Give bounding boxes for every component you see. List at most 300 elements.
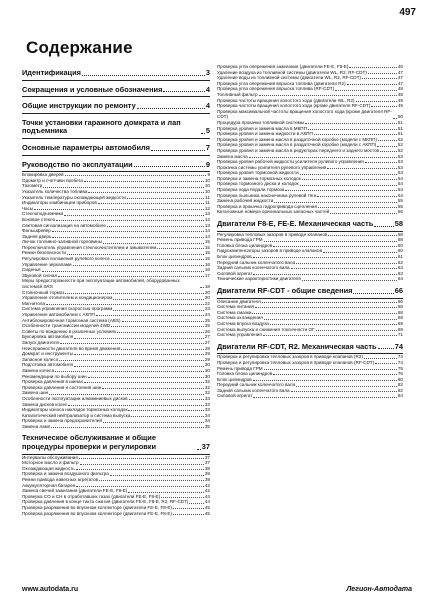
toc-section-page: 58 xyxy=(394,219,403,229)
toc-entry-page: 52 xyxy=(397,142,403,148)
toc-section-page: 7 xyxy=(205,142,210,152)
dot-leader xyxy=(129,399,204,400)
toc-entry-title: Описание двигателя xyxy=(217,298,261,304)
toc-entry-page: 44 xyxy=(204,499,210,505)
toc-entry-page: 69 xyxy=(397,326,403,332)
dot-leader xyxy=(88,192,204,193)
toc-entry-page: 28 xyxy=(204,345,210,351)
toc-entry-title: Тахометр xyxy=(22,183,43,189)
toc-entry-title: Лючок топливно-заливной горловины xyxy=(22,239,102,245)
toc-section xyxy=(217,287,403,296)
toc-entry-page: 69 xyxy=(397,320,403,326)
section-rule xyxy=(22,155,210,156)
toc-section-title: Техническое обслуживание и общие процедуры проверки и регулировки xyxy=(22,433,157,452)
dot-leader xyxy=(365,162,397,163)
toc-entry-page: 14 xyxy=(204,233,210,239)
toc-entry-page: 37 xyxy=(204,460,210,466)
toc-entry-title: Переключатель управления стеклоочистителем и омывателем xyxy=(22,244,157,250)
toc-entry-page: 53 xyxy=(397,170,403,176)
dot-leader xyxy=(58,276,204,277)
toc-entry-page: 17 xyxy=(204,272,210,278)
toc-entry-title: Ремень привода ГРМ xyxy=(217,237,263,243)
dot-leader xyxy=(82,75,205,76)
toc-entry-page: 25 xyxy=(204,317,210,323)
toc-entry-title: Ремни безопасности xyxy=(22,250,66,256)
toc-section xyxy=(22,102,210,111)
toc-section xyxy=(22,86,210,95)
dot-leader xyxy=(378,348,394,349)
dot-leader xyxy=(99,480,204,481)
dot-leader xyxy=(249,157,397,158)
toc-entry xyxy=(217,393,403,399)
toc-entry-page: 12 xyxy=(204,205,210,211)
toc-section-title: Общие инструкции по ремонту xyxy=(22,101,136,111)
toc-entry-page: 51 xyxy=(397,131,403,137)
toc-entry-page: 51 xyxy=(397,119,403,125)
dot-leader xyxy=(375,363,397,364)
toc-entry-page: 54 xyxy=(397,181,403,187)
toc-right-column xyxy=(217,64,403,399)
toc-entry-title: Проверка частоты вращения холостого хода (двигатели WL, R2) xyxy=(217,97,355,103)
toc-entry-page: 71 xyxy=(397,332,403,338)
toc-entry-page: 20 xyxy=(204,295,210,301)
toc-entry-title: Ремень привода ГРМ xyxy=(217,365,263,371)
toc-entry-title: Проверка уровня тормозной жидкости xyxy=(217,170,299,176)
dot-leader xyxy=(103,243,204,244)
toc-entry-title: Прокачка системы усилителя рулевого управления xyxy=(217,164,327,170)
toc-entry-title: Система питания xyxy=(217,304,255,310)
dot-leader xyxy=(84,181,204,182)
dot-leader xyxy=(330,213,397,214)
dot-leader xyxy=(323,252,397,253)
dot-leader xyxy=(308,129,397,130)
dot-leader xyxy=(273,246,397,247)
dot-leader xyxy=(328,235,397,236)
toc-entry-page: 15 xyxy=(204,239,210,245)
toc-entry xyxy=(217,209,403,215)
dot-leader xyxy=(264,369,397,370)
dot-leader xyxy=(103,422,204,423)
toc-section xyxy=(22,434,210,451)
dot-leader xyxy=(368,73,397,74)
toc-entry-page: 74 xyxy=(397,359,403,365)
toc-entry-page: 15 xyxy=(204,244,210,250)
toc-entry-title: Моторное масло и фильтр xyxy=(22,460,79,466)
toc-entry-page: 37 xyxy=(204,454,210,460)
toc-entry-title: Часы xyxy=(22,205,34,211)
toc-entry-page: 39 xyxy=(204,471,210,477)
toc-entry-page: 55 xyxy=(397,203,403,209)
toc-entry-title: Интервалы обслуживания xyxy=(22,454,78,460)
toc-entry-title: Проверка хода педали тормоза xyxy=(217,187,285,193)
toc-entry-title: Управление зеркалами xyxy=(22,261,72,267)
toc-entry-title: Задний сальник коленчатого вала xyxy=(217,387,290,393)
dot-leader xyxy=(157,248,204,249)
toc-entry-title: Передний сальник коленчатого вала xyxy=(217,382,296,388)
toc-entry-title: Система управления скоростью программ xyxy=(22,306,113,312)
toc-section-title: Идентификация xyxy=(22,68,81,77)
toc-entry-title: Неисправности двигателя во время движения xyxy=(22,345,121,351)
toc-entry-title: Задний сальник коленчатого вала xyxy=(217,265,290,271)
toc-entry-title: Замена ламп xyxy=(22,423,51,429)
dot-leader xyxy=(122,321,204,322)
dot-leader xyxy=(74,338,204,339)
toc-entry-title: Проверка CO и CH в отработавших газах (двигатели FE-E, F8-E) xyxy=(22,493,161,499)
toc-entry-page: 54 xyxy=(397,187,403,193)
toc-entry-title: Удаление воды из топливной системы (двигатели WL, R2, RF-CDT) xyxy=(217,75,361,81)
toc-entry-title: Проверка угла опережения впрыска топлива (двигатели R2) xyxy=(217,80,346,86)
toc-entry-page: 80 xyxy=(397,376,403,382)
dot-leader xyxy=(121,349,204,350)
toc-entry-page: 52 xyxy=(397,147,403,153)
toc-entry xyxy=(22,278,210,289)
dot-leader xyxy=(259,95,397,96)
toc-entry-title: Индикаторы комбинации приборов xyxy=(22,200,97,206)
toc-entry-page: 48 xyxy=(397,86,403,92)
toc-entry-title: Домкрат и инструменты xyxy=(22,351,74,357)
toc-entry-title: Охлаждающая жидкость xyxy=(22,465,75,471)
dot-leader xyxy=(137,108,205,109)
toc-section xyxy=(217,220,403,229)
section-rule xyxy=(22,113,210,114)
dot-leader xyxy=(316,330,397,331)
dot-leader xyxy=(318,207,397,208)
dot-leader xyxy=(88,377,204,378)
toc-entry-page: 16 xyxy=(204,267,210,273)
toc-entry-page: 60 xyxy=(397,242,403,248)
toc-entry-page: 68 xyxy=(397,309,403,315)
dot-leader xyxy=(131,416,203,417)
toc-entry-title: Проверка разряжения во впускном коллекторе (двигатели FE-E, F8-E) xyxy=(22,510,172,516)
toc-entry-title: Аккумуляторная батарея xyxy=(22,482,76,488)
toc-entry-page: 49 xyxy=(397,103,403,109)
dot-leader xyxy=(291,391,397,392)
dot-leader xyxy=(378,140,397,141)
toc-section-page: 9 xyxy=(205,159,210,169)
dot-leader xyxy=(264,241,397,242)
toc-entry-title: Проверка тормозного диска и колодок xyxy=(217,181,299,187)
dot-leader xyxy=(34,209,204,210)
toc-entry-page: 74 xyxy=(397,354,403,360)
toc-entry-page: 10 xyxy=(204,188,210,194)
toc-entry-title: Проверка и замена предохранителей xyxy=(22,418,102,424)
toc-entry-page: 26 xyxy=(204,328,210,334)
toc-section-page: 4 xyxy=(205,84,210,94)
dot-leader xyxy=(255,307,397,308)
dot-leader xyxy=(253,397,396,398)
toc-section-page: 37 xyxy=(201,442,210,452)
toc-entry-page: 33 xyxy=(204,395,210,401)
dot-leader xyxy=(74,366,204,367)
dot-leader xyxy=(65,293,203,294)
toc-entry-page: 66 xyxy=(397,298,403,304)
toc-entry-page: 45 xyxy=(204,505,210,510)
toc-entry-title: Система охлаждения xyxy=(217,315,263,321)
toc-entry-title: Проверка и замена воздушного фильтра xyxy=(22,471,109,477)
toc-entry-page: 84 xyxy=(397,393,403,399)
toc-entry-title: Гидрокомпенсаторы зазоров в приводе клапанов xyxy=(217,248,323,254)
dot-leader xyxy=(300,185,397,186)
toc-entry-title: Звуковой сигнал xyxy=(22,272,58,278)
toc-entry-title: Каталитический нейтрализатор и система выпуска xyxy=(22,412,131,418)
toc-entry-page: 34 xyxy=(204,412,210,418)
dot-leader xyxy=(76,469,204,470)
toc-entry-page: 13 xyxy=(204,211,210,217)
toc-entry-title: Замена шин xyxy=(22,390,49,396)
dot-leader xyxy=(127,198,204,199)
toc-entry-title: Проверка угла опережения впрыска топлива (RF-CDT) xyxy=(217,86,335,92)
toc-entry-page: 14 xyxy=(204,228,210,234)
dot-leader xyxy=(317,196,396,197)
toc-entry-title: Задняя дверь xyxy=(22,233,52,239)
dot-leader xyxy=(377,146,397,147)
toc-entry-page: 9 xyxy=(207,172,210,178)
toc-entry-page: 20 xyxy=(204,289,210,295)
dot-leader xyxy=(296,386,397,387)
toc-entry-title: Проверка пыльника наконечника рулевой тяги xyxy=(217,192,317,198)
dot-leader xyxy=(80,464,204,465)
dot-leader xyxy=(107,226,204,227)
toc-section xyxy=(22,69,210,78)
toc-entry-title: Замена колеса xyxy=(22,367,55,373)
dot-leader xyxy=(67,254,204,255)
toc-entry-page: 58 xyxy=(397,231,403,237)
toc-entry-title: Каталожные номера оригинальных запасных частей xyxy=(217,209,330,215)
toc-entry-page: 60 xyxy=(397,248,403,254)
dot-leader xyxy=(113,310,204,311)
toc-entry-title: Передний сальник коленчатого вала xyxy=(217,259,296,265)
toc-entry-page: 18 xyxy=(204,284,210,290)
toc-entry-page: 53 xyxy=(397,159,403,165)
page-title: Содержание xyxy=(26,38,133,57)
toc-entry-title: Проверка и замена тормозных колодок xyxy=(217,175,301,181)
dot-leader xyxy=(327,168,396,169)
toc-entry-page: 47 xyxy=(397,69,403,75)
toc-entry-title: Проверка разряжения во впускном коллекторе (двигатели FE-E, F8-E) xyxy=(22,505,172,510)
toc-entry-title: Магнитола xyxy=(22,300,45,306)
dot-leader xyxy=(74,354,204,355)
dot-leader xyxy=(111,259,204,260)
toc-entry-page: 61 xyxy=(397,254,403,259)
toc-entry-page: 13 xyxy=(204,222,210,228)
toc-entry-page: 27 xyxy=(204,334,210,340)
section-rule xyxy=(22,80,210,81)
dot-leader xyxy=(273,374,397,375)
toc-entry-page: 23 xyxy=(204,306,210,312)
toc-entry-page: 53 xyxy=(397,164,403,170)
dot-leader xyxy=(262,302,397,303)
toc-entry-page: 75 xyxy=(397,365,403,371)
toc-section xyxy=(22,119,210,136)
dot-leader xyxy=(163,91,204,92)
toc-entry-title: Головка блока цилиндров xyxy=(217,371,273,377)
dot-leader xyxy=(42,271,204,272)
toc-entry-page: 54 xyxy=(397,192,403,198)
toc-entry-page: 58 xyxy=(397,237,403,243)
toc-entry-title: Проверка уровня и замена масла в раздаточной коробке (модели с АКПП) xyxy=(217,142,377,148)
dot-leader xyxy=(362,78,397,79)
toc-entry-page: 42 xyxy=(204,482,210,488)
toc-entry-title: Проверка уровня и замена масла в раздаточной коробке (модели с МКПП) xyxy=(217,136,378,142)
toc-entry-title: Сиденья xyxy=(22,267,41,273)
toc-entry-page: 76 xyxy=(397,371,403,377)
dot-leader xyxy=(393,118,397,119)
toc-section-page: 66 xyxy=(394,285,403,295)
toc-entry-page: 82 xyxy=(397,387,403,393)
toc-entry-title: Система управления xyxy=(217,332,262,338)
dot-leader xyxy=(113,299,203,300)
toc-entry-title: Замена масла xyxy=(217,153,248,159)
toc-entry-title: Силовой агрегат xyxy=(217,270,253,276)
dot-leader xyxy=(305,123,397,124)
toc-entry-page: 45 xyxy=(204,510,210,516)
toc-entry-page: 33 xyxy=(204,407,210,413)
toc-entry-page: 38 xyxy=(204,465,210,471)
toc-entry-page: 44 xyxy=(204,493,210,499)
dot-leader xyxy=(253,257,397,258)
toc-entry-title: Замена рабочей жидкости xyxy=(217,198,274,204)
toc-entry-title: Проверка давления и состояния шин xyxy=(22,384,102,390)
toc-section-title: Двигатели RF-CDT, R2. Механическая часть xyxy=(217,341,377,351)
toc-section-page: 3 xyxy=(205,68,210,77)
toc-section-page: 74 xyxy=(394,341,403,351)
dot-leader xyxy=(96,315,204,316)
dot-leader xyxy=(252,313,396,314)
toc-section xyxy=(22,161,210,170)
toc-entry-page: 15 xyxy=(204,250,210,256)
toc-entry-page: 48 xyxy=(397,91,403,97)
toc-entry-page: 46 xyxy=(397,64,403,69)
toc-entry-title: Система смазки xyxy=(217,309,252,315)
toc-entry-title: Проверка уровня и замена жидкости в АКПП xyxy=(217,131,313,137)
toc-entry-title: Проверка и регулировка тепловых зазоров в приводе клапанов (RF-CDT) xyxy=(217,359,375,365)
dot-leader xyxy=(302,179,397,180)
dot-leader xyxy=(102,388,204,389)
toc-entry-page: 53 xyxy=(397,153,403,159)
toc-entry-title: Индикаторы износа накладок тормозных колодок xyxy=(22,407,128,413)
toc-entry-title: Проверка угла опережения зажигания (двигатели FE-E, F8-E) xyxy=(217,64,349,69)
toc-entry-page: 34 xyxy=(204,418,210,424)
toc-entry-page: 52 xyxy=(397,136,403,142)
toc-entry-page: 47 xyxy=(397,75,403,81)
dot-leader xyxy=(314,134,397,135)
toc-entry-title: Стеклоподъемники xyxy=(22,211,64,217)
toc-entry-page: 10 xyxy=(204,183,210,189)
toc-entry-title: Проверка и регулировка тепловых зазоров в приводе клапанов (R2) xyxy=(217,354,363,360)
toc-entry xyxy=(217,109,403,120)
dot-leader xyxy=(374,226,393,227)
toc-section-title: Руководство по эксплуатации xyxy=(22,159,133,169)
dot-leader xyxy=(111,326,204,327)
toc-entry-title: Технические характеристики двигателя xyxy=(217,276,301,282)
dot-leader xyxy=(173,514,204,515)
toc-entry-title: Запасное колесо xyxy=(22,356,59,362)
footer-website: www.autodata.ru xyxy=(22,586,79,593)
toc-entry-title: Световая сигнализация на автомобиле xyxy=(22,222,106,228)
toc-entry-title: Блок цилиндров xyxy=(217,376,252,382)
toc-entry-title: Запуск двигателя xyxy=(22,339,59,345)
dot-leader xyxy=(296,263,397,264)
toc-entry-page: 62 xyxy=(397,259,403,265)
toc-entry xyxy=(22,511,210,517)
dot-leader xyxy=(291,268,397,269)
dot-leader xyxy=(98,203,204,204)
toc-section-page: 4 xyxy=(205,101,210,111)
toc-entry-title: Стояночный тормоз xyxy=(22,289,65,295)
dot-leader xyxy=(128,410,203,411)
toc-entry-page: 42 xyxy=(204,488,210,494)
toc-section-page: 5 xyxy=(205,126,210,136)
dot-leader xyxy=(371,106,397,107)
toc-entry-title: Антиблокировочная тормозная система (ABS) xyxy=(22,317,121,323)
toc-entry-page: 15 xyxy=(204,256,210,262)
dot-leader xyxy=(73,265,204,266)
toc-entry-title: Меры предосторожности при эксплуатации автомобилей, оборудованных системой SRS xyxy=(22,278,180,290)
dot-leader xyxy=(349,67,396,68)
toc-section-title: Основные параметры автомобиля xyxy=(22,142,150,152)
toc-entry-page: 24 xyxy=(204,312,210,317)
dot-leader xyxy=(173,508,204,509)
toc-entry-page: 30 xyxy=(204,367,210,373)
toc-entry-title: Замена дисков колес xyxy=(22,401,68,407)
toc-entry-page: 10 xyxy=(204,177,210,183)
toc-entry-title: Управление автомобилем с АКПП xyxy=(22,312,95,317)
dot-leader xyxy=(285,190,397,191)
toc-entry-page: 32 xyxy=(204,379,210,385)
dot-leader xyxy=(60,343,204,344)
toc-entry-title: Боковое стекло xyxy=(22,216,56,222)
section-rule xyxy=(22,96,210,97)
dot-leader xyxy=(84,382,204,383)
toc-entry-page: 50 xyxy=(397,114,403,120)
toc-entry xyxy=(217,332,403,338)
toc-entry-page: 11 xyxy=(205,200,210,206)
dot-leader xyxy=(76,486,204,487)
toc-entry-page: 51 xyxy=(397,125,403,131)
dot-leader xyxy=(347,84,397,85)
dot-leader xyxy=(117,332,204,333)
toc-entry-title: Блокировка дверей xyxy=(22,172,64,178)
toc-entry-title: Проверка уровня рабочей жидкости усилителя рулевого управления xyxy=(217,159,364,165)
toc-section xyxy=(217,343,403,352)
dot-leader xyxy=(189,503,203,504)
toc-section-title: Точки установки гаражного домкрата и лап подъемника xyxy=(22,117,181,136)
toc-entry-page: 32 xyxy=(204,390,210,396)
dot-leader xyxy=(335,90,397,91)
toc-entry-title: Подготовка автомобиля xyxy=(22,362,74,368)
toc-entry-title: Одометр и счетчики пробега xyxy=(22,177,83,183)
dot-leader xyxy=(161,497,204,498)
dot-leader xyxy=(197,449,201,450)
toc-entry-page: 29 xyxy=(204,356,210,362)
dot-leader xyxy=(253,274,396,275)
toc-entry-title: Особенности эксплуатации алюминиевых дисков xyxy=(22,395,128,401)
dot-leader xyxy=(52,237,204,238)
toc-entry-page: 22 xyxy=(204,300,210,306)
dot-leader xyxy=(49,394,204,395)
toc-entry-page: 39 xyxy=(204,477,210,483)
dot-leader xyxy=(55,371,204,372)
dot-leader xyxy=(43,187,204,188)
toc-entry-title: Указатель количества топлива xyxy=(22,188,88,194)
dot-leader xyxy=(264,319,397,320)
footer-publisher: Легион-Автодата xyxy=(346,586,412,593)
toc-entry-title: Проверка уровня и замена масла в МКПП xyxy=(217,125,307,131)
toc-entry-page: 49 xyxy=(397,97,403,103)
toc-entry-page: 82 xyxy=(397,382,403,388)
dot-leader xyxy=(68,405,204,406)
dot-leader xyxy=(128,492,204,493)
